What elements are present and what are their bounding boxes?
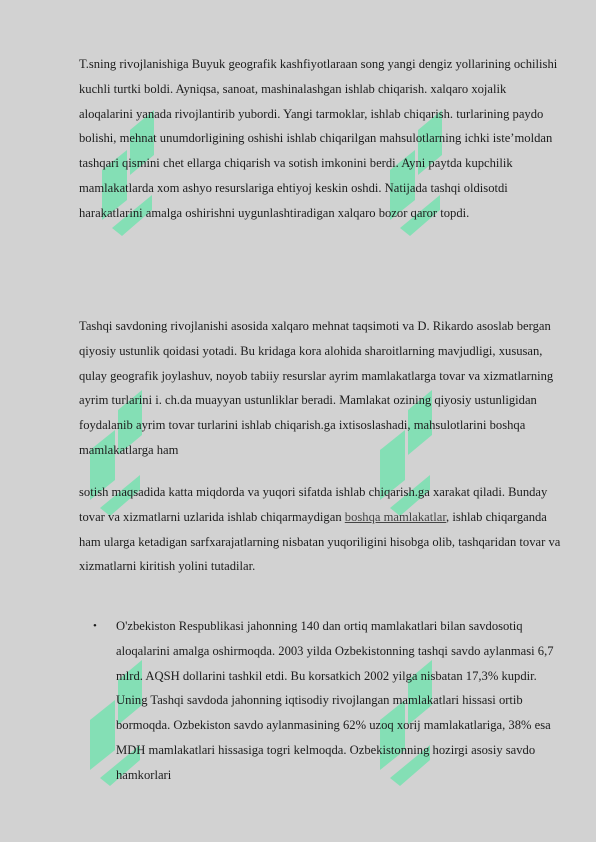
paragraph-imports <box>79 480 563 579</box>
paragraph-trade-history: T.sning rivojlanishiga Buyuk geografik kashfiyotlaraan song yangi dengiz yollarining ochilishi kuchli turtki boldi. Ayniqsa, sanoat, mashinalashgan ishlab chiqarish. xalqaro xojalik aloqalarini yanada rivojlantirib yubordi. Yangi tarmoklar, ishlab chiqarish. turlarining paydo bolishi, mehnat unumdorligining oshishi ishlab chiqarilgan mahsulotlarning ichki iste’moldan tashqari qismini chet ellarga chiqarish va sotish imkonini berdi. Ayni paytda kupchilik mamlakatlarda xom ashyo resurslariga ehtiyoj keskin oshdi. Natijada tashqi oldisotdi harakatlarini amalga oshirishni uygunlashtiradigan xalqaro bozor qaror topdi. <box>79 57 558 220</box>
paragraph-text: sotish maqsadida katta miqdorda va yuqori sifatda ishlab chiqarish.ga xarakat qiladi. Bunday tovar va xizmatlarni uzlarida ishlab chiqarmaydigan <box>79 485 548 524</box>
paragraph-text: , ishlab chiqarganda ham ularga ketadigan sarfxarajatlarning nisbatan yuqoriligini hisobga olib, tashqaridan tovar va xizmatlarni kiritish yolini tutadilar. <box>79 509 561 574</box>
paragraph-comparative-advantage: Tashqi savdoning rivojlanishi asosida xalqaro mehnat taqsimoti va D. Rikardo asoslab bergan qiyosiy ustunlik qoidasi yotadi. Bu kridaga kora alohida sharoitlarning mavjudligi, xususan, qulay geografik joylashuv, noyob tabiiy resurslar ayrim mamlakatlarga tovar va xizmatlarning ayrim turlarini i. ch.da muayyan ustunliklar beradi. Mamlakat ozining qiyosiy ustunligidan foydalanib ayrim tovar turlarini ishlab chiqarish.ga ixtisoslashadi, mahsulotlarini boshqa mamlakatlarga ham <box>79 319 554 457</box>
bullet-icon: • <box>93 620 97 632</box>
other-countries-link[interactable]: boshqa mamlakatlar <box>344 509 447 524</box>
list-item-uzbekistan-trade: O'zbekiston Respublikasi jahonning 140 dan ortiq mamlakatlari bilan savdosotiq aloqalarini amalga oshirmoqda. 2003 yilda Ozbekistonning tashqi savdo aylanmasi 6,7 mlrd. AQSH dollarini tashkil etdi. Bu korsatkich 2002 yilga nisbatan 17,3% kupdir. Uning Tashqi savdoda jahonning iqtisodiy rivojlangan mamlakatlari hissasi ortib bormoqda. Ozbekiston savdo aylanmasining 62% uzoq xorij mamlakatlariga, 38% esa MDH mamlakatlari hissasiga togri kelmoqda. Ozbekistonning hozirgi asosiy savdo hamkorlari <box>116 619 554 782</box>
